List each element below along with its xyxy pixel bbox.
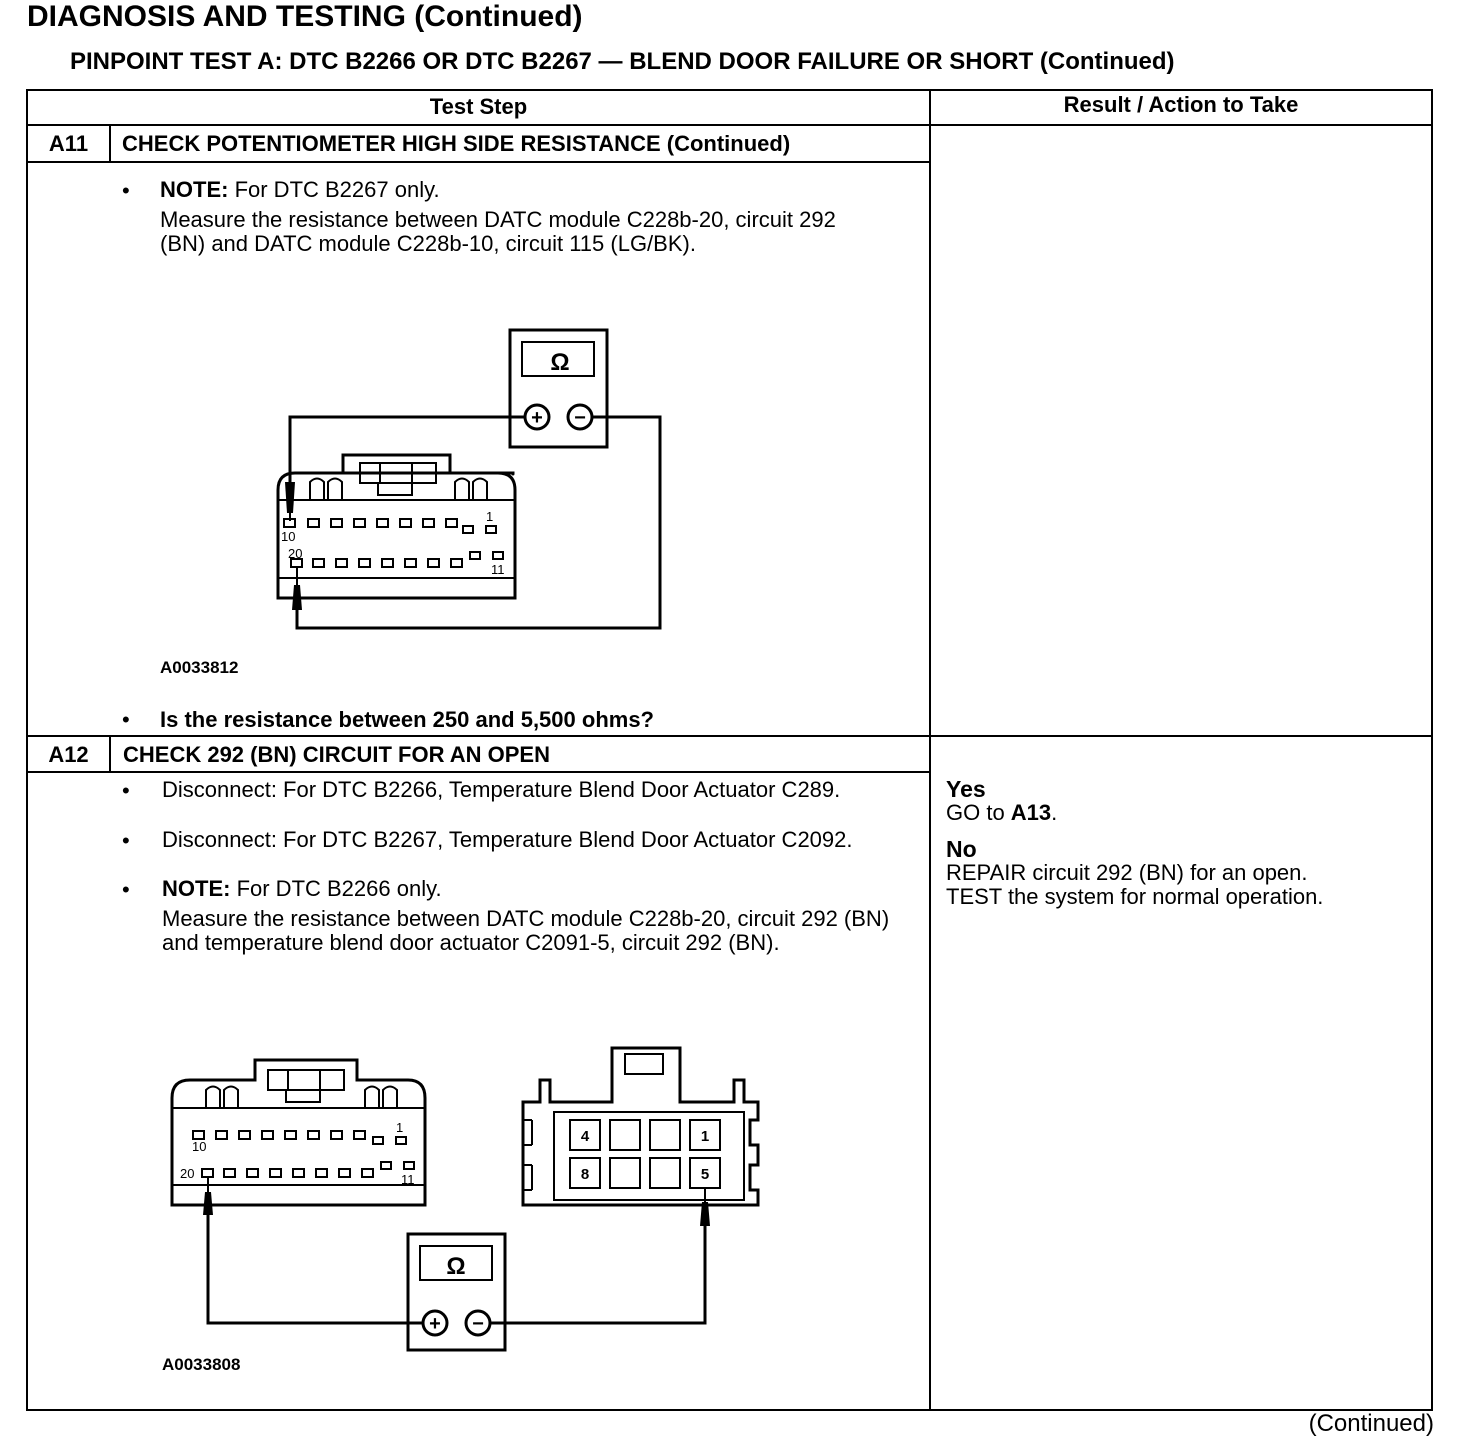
pin-label-11: 11 <box>491 562 505 577</box>
note-label: NOTE: <box>160 177 229 202</box>
bullet-icon: • <box>122 178 130 203</box>
figure-id-a0033812: A0033812 <box>160 658 239 677</box>
step-title-a11: CHECK POTENTIOMETER HIGH SIDE RESISTANCE (Continued) <box>122 131 791 156</box>
pin-label-11: 11 <box>401 1172 415 1187</box>
pin-label-1: 1 <box>396 1120 404 1135</box>
result-no-label: No <box>946 836 977 862</box>
column-header-test-step: Test Step <box>429 94 528 119</box>
step-id-a11: A11 <box>48 131 89 156</box>
actuator-pin-5: 5 <box>700 1166 710 1183</box>
a12-bullet-disconnect-c289: Disconnect: For DTC B2266, Temperature Blend Door Actuator C289. <box>162 777 841 802</box>
ohmmeter-body <box>510 330 607 447</box>
actuator-pin-4: 4 <box>580 1128 590 1145</box>
ohmmeter-body <box>408 1234 505 1350</box>
step-title-a12: CHECK 292 (BN) CIRCUIT FOR AN OPEN <box>123 742 550 767</box>
ohm-symbol: Ω <box>550 349 570 376</box>
pin-label-10: 10 <box>281 529 296 544</box>
a11-question: Is the resistance between 250 and 5,500 ohms? <box>160 707 654 732</box>
page-title: DIAGNOSIS AND TESTING (Continued) <box>27 0 583 33</box>
column-header-result-action: Result / Action to Take <box>1063 92 1299 117</box>
result-yes-action <box>946 801 1057 825</box>
note-text: For DTC B2267 only. <box>228 177 440 202</box>
yes-action-prefix: GO to <box>946 800 1011 825</box>
continued-label: (Continued) <box>1308 1410 1434 1437</box>
step-id-a12: A12 <box>48 742 89 767</box>
a12-bullet-disconnect-c2092: Disconnect: For DTC B2267, Temperature Blend Door Actuator C2092. <box>162 827 853 852</box>
pinpoint-test-title: PINPOINT TEST A: DTC B2266 OR DTC B2267 — BLEND DOOR FAILURE OR SHORT (Continued) <box>70 48 1175 75</box>
plus-label: + <box>531 407 543 429</box>
a11-measure-instruction: Measure the resistance between DATC module C228b-20, circuit 292 (BN) and DATC module C228b-10, circuit 115 (LG/BK). <box>160 207 836 256</box>
actuator-pin-1: 1 <box>700 1128 710 1145</box>
a12-wiring-diagram <box>160 1040 780 1360</box>
result-no-test-system: TEST the system for normal operation. <box>946 884 1324 909</box>
minus-label: − <box>574 407 586 429</box>
minus-label: − <box>472 1313 484 1335</box>
plus-label: + <box>429 1313 441 1335</box>
bullet-icon: • <box>122 778 130 803</box>
pin-label-1: 1 <box>486 509 494 524</box>
pin-label-10: 10 <box>192 1139 207 1154</box>
note-label: NOTE: <box>162 876 231 901</box>
pin-label-20: 20 <box>180 1166 195 1181</box>
a12-measure-instruction: Measure the resistance between DATC module C228b-20, circuit 292 (BN) and temperature blend door actuator C2091-5, circuit 292 (BN). <box>162 906 890 955</box>
a11-note <box>160 178 860 202</box>
a11-wiring-diagram <box>250 320 690 640</box>
result-no-repair: REPAIR circuit 292 (BN) for an open. <box>946 860 1308 885</box>
ohm-symbol: Ω <box>446 1253 466 1280</box>
bullet-icon: • <box>122 707 130 732</box>
go-to-a13-link[interactable]: A13 <box>1010 800 1052 825</box>
a12-note <box>162 877 902 901</box>
actuator-pin-8: 8 <box>580 1166 590 1183</box>
bullet-icon: • <box>122 828 130 853</box>
result-yes-label: Yes <box>946 776 986 802</box>
pin-label-20: 20 <box>288 546 303 561</box>
yes-action-suffix: . <box>1051 800 1058 825</box>
bullet-icon: • <box>122 877 130 902</box>
figure-id-a0033808: A0033808 <box>162 1355 241 1374</box>
note-text: For DTC B2266 only. <box>230 876 442 901</box>
